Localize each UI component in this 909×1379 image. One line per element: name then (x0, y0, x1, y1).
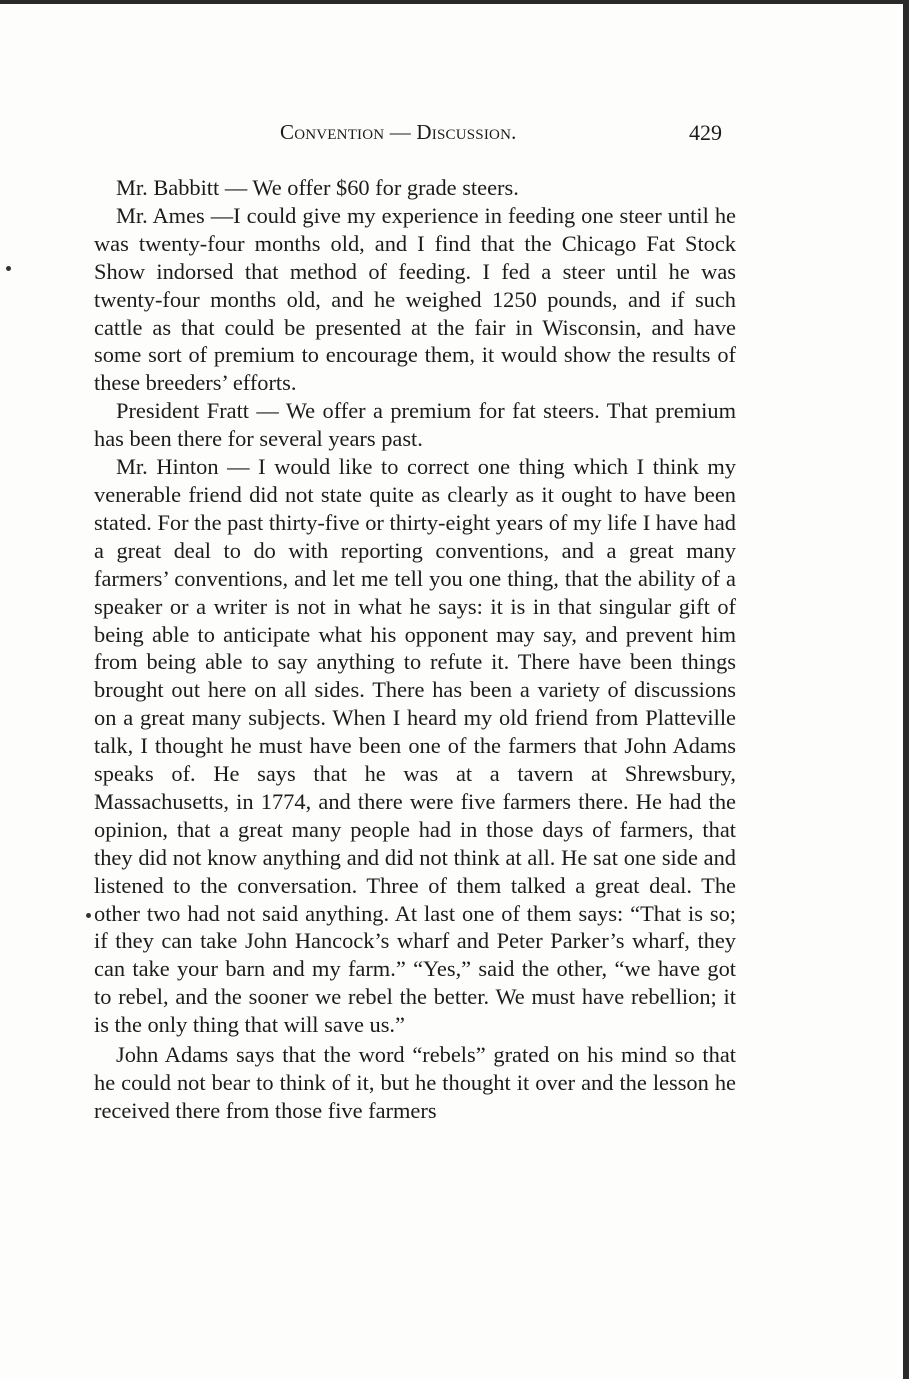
scan-edge-right (903, 0, 909, 1379)
paragraph-babbitt: Mr. Babbitt — We offer $60 for grade steers. (116, 175, 519, 200)
paragraph-ames: Mr. Ames —I could give my experience in feeding one steer until he was twenty-four months old, and I find that the Chicago Fat Stock Show indorsed that method of feeding. I fed a steer until he was twenty-four months old, and he weighed 1250 pounds, and if such cattle as that could be presented at the fair in Wisconsin, and have some sort of premium to encourage them, it would show the results of these breeders’ efforts. (94, 202, 736, 396)
scan-speck (6, 266, 11, 271)
paragraph-hinton: Mr. Hinton — I would like to correct one thing which I think my venerable friend did not state quite as clearly as it ought to have been stated. For the past thirty-five or thirty-eight years of my life I have had a great deal to do with reporting conventions, and a great many farmers’ conventions, and let me tell you one thing, that the ability of a speaker or a writer is not in what he says: it is in that singular gift of being able to anticipate what his opponent may say, and prevent him from being able to say anything to refute it. There have been things brought out here on all sides. There has been a variety of discussions on a great many subjects. When I heard my old friend from Platteville talk, I thought he must have been one of the farmers that John Adams speaks of. He says that he was at a tavern at Shrewsbury, Massachusetts, in 1774, and there were five farmers there. He had the opinion, that a great many people had in those days of farmers, that they did not know anything and did not think at all. He sat one side and listened to the conversation. Three of them talked a great deal. The other two had not said anything. At last one of them says: “That is so; if they can take John Hancock’s wharf and Peter Parker’s wharf, they can take your barn and my farm.” “Yes,” said the other, “we have got to rebel, and the sooner we rebel the better. We must have rebellion; it is the only thing that will save us.” (94, 454, 736, 1038)
body-text (94, 174, 736, 1125)
paragraph-fratt: President Fratt — We offer a premium for fat steers. That premium has been there for several years past. (94, 398, 736, 452)
page-number: 429 (689, 120, 722, 145)
running-head (0, 120, 909, 150)
scan-edge-top (0, 0, 909, 4)
running-title: Convention — Discussion. (280, 120, 517, 144)
paragraph-adams: John Adams says that the word “rebels” grated on his mind so that he could not bear to think of it, but he thought it over and the lesson he received there from those five farmers (94, 1042, 736, 1123)
margin-bullet-mark (86, 913, 91, 918)
